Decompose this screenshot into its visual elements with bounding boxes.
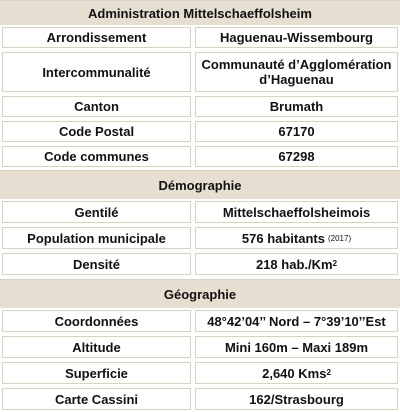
row-label: Gentilé [2, 201, 191, 223]
row-label: Altitude [2, 336, 191, 358]
row-value-line-2: d’Haguenau [259, 72, 334, 87]
section-title: Démographie [158, 177, 242, 193]
table-row-carte-cassini [0, 386, 400, 412]
table-row-superficie [0, 360, 400, 386]
row-value: 48°42’04’’ Nord – 7°39’10’’Est [195, 310, 398, 332]
population-value: 576 habitants [241, 230, 325, 246]
row-label: Densité [2, 253, 191, 275]
table-row-canton [0, 94, 400, 119]
row-label: Code communes [2, 146, 191, 167]
table-row-intercommunalite [0, 50, 400, 94]
table-row-altitude [0, 334, 400, 360]
row-label: Code Postal [2, 121, 191, 142]
row-value: Mini 160m – Maxi 189m [195, 336, 398, 358]
row-label: Population municipale [2, 227, 191, 249]
row-label: Arrondissement [2, 27, 191, 48]
population-year: (2017) [327, 233, 352, 243]
row-value: 67298 [195, 146, 398, 167]
table-row-coordonnees [0, 308, 400, 334]
row-value [195, 52, 398, 92]
row-value: 162/Strasbourg [195, 388, 398, 410]
row-value: 218 hab./Km 2 [195, 253, 398, 275]
section-title: Administration Mittelschaeffolsheim [88, 5, 312, 21]
row-label: Intercommunalité [2, 52, 191, 92]
table-row-arrondissement [0, 25, 400, 50]
row-value: Haguenau-Wissembourg [195, 27, 398, 48]
row-label: Canton [2, 96, 191, 117]
table-row-code-postal [0, 119, 400, 144]
row-label: Carte Cassini [2, 388, 191, 410]
table-row-code-communes [0, 144, 400, 169]
row-value: Brumath [195, 96, 398, 117]
row-value: 2,640 Kms 2 [195, 362, 398, 384]
table-row-densite [0, 251, 400, 277]
section-title: Géographie [163, 286, 237, 302]
table-row-gentile [0, 199, 400, 225]
row-value: Mittelschaeffolsheimois [195, 201, 398, 223]
superficie-value: 2,640 Kms [262, 365, 327, 381]
densite-value: 218 hab./Km [255, 256, 333, 272]
row-value-line-1: Communauté d’Agglomération [201, 57, 392, 72]
table-row-population [0, 225, 400, 251]
row-label: Superficie [2, 362, 191, 384]
section-header-administration [0, 0, 400, 26]
section-header-demographie [0, 170, 400, 200]
section-header-geographie [0, 279, 400, 309]
row-label: Coordonnées [2, 310, 191, 332]
row-value [195, 227, 398, 249]
row-value: 67170 [195, 121, 398, 142]
